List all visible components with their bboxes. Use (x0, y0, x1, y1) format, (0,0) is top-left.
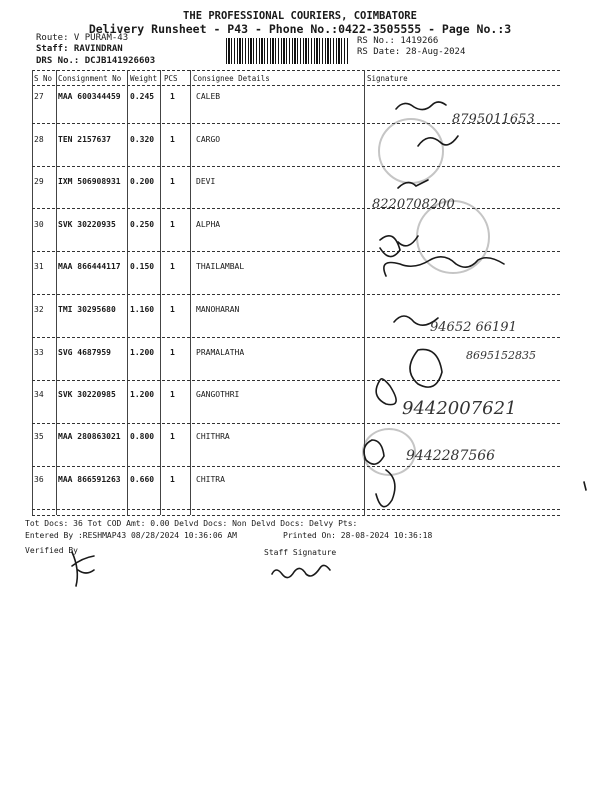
col-header-consignee: Consignee Details (193, 74, 270, 83)
row-consignment: SVK 30220985 (58, 390, 116, 399)
row-divider (32, 166, 560, 167)
row-pcs: 1 (170, 348, 175, 357)
verified-by-label: Verified By (25, 546, 78, 555)
handwritten-phone: 9442287566 (406, 448, 496, 464)
row-pcs: 1 (170, 177, 175, 186)
row-weight: 0.245 (130, 92, 155, 101)
row-pcs: 1 (170, 220, 175, 229)
row-consignee: CHITHRA (196, 432, 230, 441)
col-divider-1 (56, 70, 57, 515)
row-divider (32, 466, 560, 467)
row-consignment: IXM 506908931 (58, 177, 121, 186)
row-divider (32, 294, 560, 295)
handwritten-phone: 9442007621 (402, 398, 517, 419)
row-consignment: TMI 30295680 (58, 305, 116, 314)
row-weight: 0.800 (130, 432, 155, 441)
row-pcs: 1 (170, 390, 175, 399)
row-sno: 29 (34, 177, 44, 186)
col-header-signature: Signature (367, 74, 408, 83)
table-left-border (32, 70, 33, 515)
route-label: Route: V PURAM-43 (36, 33, 129, 43)
rubber-stamp (378, 118, 444, 184)
row-consignment: MAA 866591263 (58, 475, 121, 484)
col-header-consignment: Consignment No (58, 74, 122, 83)
entered-by: Entered By :RESHMAP43 08/28/2024 10:36:06 AM (25, 531, 237, 540)
row-consignment: SVK 30220935 (58, 220, 116, 229)
row-sno: 34 (34, 390, 44, 399)
row-pcs: 1 (170, 305, 175, 314)
row-divider (32, 337, 560, 338)
row-sno: 32 (34, 305, 44, 314)
barcode-image (226, 38, 348, 64)
row-consignee: ALPHA (196, 220, 221, 229)
totals-summary: Tot Docs: 36 Tot COD Amt: 0.00 Delvd Docs: Non Delvd Docs: Delvy Pts: (25, 519, 358, 528)
col-header-pcs: PCS (164, 74, 178, 83)
row-consignee: PRAMALATHA (196, 348, 245, 357)
row-consignee: CALEB (196, 92, 221, 101)
row-pcs: 1 (170, 475, 175, 484)
row-consignee: CARGO (196, 135, 221, 144)
col-divider-4 (190, 70, 191, 515)
row-sno: 27 (34, 92, 44, 101)
row-pcs: 1 (170, 92, 175, 101)
row-weight: 0.660 (130, 475, 155, 484)
row-sno: 35 (34, 432, 44, 441)
row-consignment: MAA 866444117 (58, 262, 121, 271)
row-pcs: 1 (170, 432, 175, 441)
table-top-rule (32, 70, 560, 71)
row-consignment: MAA 280863021 (58, 432, 121, 441)
handwritten-phone: 8795011653 (452, 112, 535, 127)
rs-date: RS Date: 28-Aug-2024 (357, 47, 466, 57)
row-divider (32, 509, 560, 510)
row-consignee: GANGOTHRI (196, 390, 240, 399)
row-consignment: MAA 600344459 (58, 92, 121, 101)
row-consignment: TEN 2157637 (58, 135, 111, 144)
col-header-sno: S No (34, 74, 53, 83)
table-bottom-rule (32, 515, 560, 516)
row-divider (32, 208, 560, 209)
staff-label: Staff: RAVINDRAN (36, 44, 123, 54)
row-weight: 0.150 (130, 262, 155, 271)
row-weight: 0.320 (130, 135, 155, 144)
row-consignee: CHITRA (196, 475, 225, 484)
row-pcs: 1 (170, 262, 175, 271)
handwritten-phone: 8220708200 (372, 197, 455, 212)
staff-signature-label: Staff Signature (264, 548, 337, 557)
row-consignment: SVG 4687959 (58, 348, 111, 357)
company-name: THE PROFESSIONAL COURIERS, COIMBATORE (183, 10, 417, 22)
row-sno: 33 (34, 348, 44, 357)
drs-number: DRS No.: DCJB141926603 (36, 56, 156, 66)
handwritten-phone: 94652 66191 (430, 320, 517, 335)
row-weight: 0.250 (130, 220, 155, 229)
runsheet-title: Delivery Runsheet - P43 - Phone No.:0422-3505555 - Page No.:3 (88, 22, 512, 36)
row-sno: 30 (34, 220, 44, 229)
row-consignee: MANOHARAN (196, 305, 240, 314)
rs-number: RS No.: 1419266 (357, 36, 439, 46)
handwritten-phone: 8695152835 (466, 349, 536, 362)
row-divider (32, 423, 560, 424)
row-consignee: DEVI (196, 177, 216, 186)
col-divider-3 (160, 70, 161, 515)
row-weight: 1.160 (130, 305, 155, 314)
row-sno: 28 (34, 135, 44, 144)
col-divider-2 (127, 70, 128, 515)
row-pcs: 1 (170, 135, 175, 144)
row-weight: 1.200 (130, 390, 155, 399)
row-sno: 31 (34, 262, 44, 271)
col-header-weight: Weight (130, 74, 158, 83)
row-weight: 0.200 (130, 177, 155, 186)
row-sno: 36 (34, 475, 44, 484)
row-weight: 1.200 (130, 348, 155, 357)
row-consignee: THAILAMBAL (196, 262, 245, 271)
printed-on: Printed On: 28-08-2024 10:36:18 (283, 531, 433, 540)
table-header-rule (32, 85, 560, 86)
row-divider (32, 380, 560, 381)
